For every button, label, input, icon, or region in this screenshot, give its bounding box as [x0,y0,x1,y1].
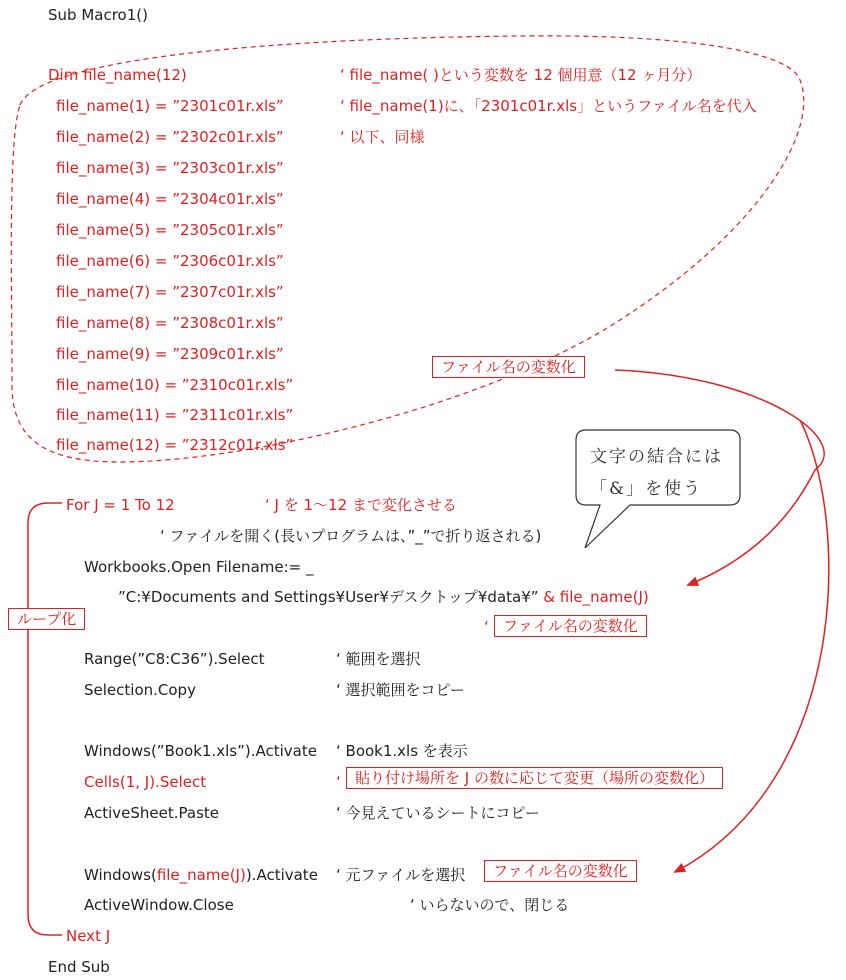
assign-line-1: file_name(1) = ”2301c01r.xls” [56,97,284,115]
assign-line-6: file_name(6) = ”2306c01r.xls” [56,252,284,270]
windows-annotation-box: ファイル名の変数化 [484,860,637,882]
assign-line-2: file_name(2) = ”2302c01r.xls” [56,128,284,146]
cells-mark: ‘ [336,773,341,791]
windows-file-line [84,866,318,884]
path-note-mark: ‘ [484,618,489,636]
path-line [118,588,649,606]
windows-file-comment: ‘ 元ファイルを選択 [336,866,466,884]
assign-line-7: file_name(7) = ”2307c01r.xls” [56,283,284,301]
next-line: Next J [66,927,111,945]
assign-line-12: file_name(12) = ”2312c01r.xls” [56,436,294,454]
assign-line-11: file_name(11) = ”2311c01r.xls” [56,406,294,424]
assign-line-4: file_name(4) = ”2304c01r.xls” [56,190,284,208]
windows-book1-comment: ‘ Book1.xls を表示 [336,742,468,760]
open-comment: ‘ ファイルを開く(長いプログラムは、”_”で折り返される) [160,527,542,545]
bubble-line-1: 文字の結合には [590,447,723,467]
loop-label-box: ループ化 [8,608,85,630]
paste-comment: ‘ 今見えているシートにコピー [336,804,540,822]
assign-comment-2: ‘ 以下、同様 [340,128,425,146]
close-comment: ‘ いらないので、閉じる [410,896,570,914]
path-annotation-box: ファイル名の変数化 [494,615,647,637]
sub-start-line: Sub Macro1() [48,6,148,24]
dim-line: Dim file_name(12) [48,66,187,84]
assign-line-10: file_name(10) = ”2310c01r.xls” [56,376,294,394]
cells-annotation-box: 貼り付け場所を J の数に応じて変更（場所の変数化） [346,767,723,789]
assign-line-5: file_name(5) = ”2305c01r.xls” [56,221,284,239]
assign-line-9: file_name(9) = ”2309c01r.xls” [56,345,284,363]
range-comment: ‘ 範囲を選択 [336,650,421,668]
windows-file-variable: file_name(J) [156,866,246,884]
sub-end-line: End Sub [48,958,110,976]
path-concat: & file_name(J) [538,588,649,606]
close-line: ActiveWindow.Close [84,896,234,914]
assign-line-8: file_name(8) = ”2308c01r.xls” [56,314,284,332]
for-line: For J = 1 To 12 [66,496,175,514]
paste-line: ActiveSheet.Paste [84,804,220,822]
dim-comment: ‘ file_name( )という変数を 12 個用意（12 ヶ月分） [340,66,702,84]
windows-prefix: Windows( [84,866,157,884]
assign-line-3: file_name(3) = ”2303c01r.xls” [56,159,284,177]
open-line: Workbooks.Open Filename:= _ [84,558,314,576]
assign-comment-1: ‘ file_name(1)に、「2301c01r.xls」というファイル名を代入 [340,97,757,115]
windows-book1-line: Windows(”Book1.xls”).Activate [84,742,317,760]
loop-bracket [28,503,62,935]
copy-line: Selection.Copy [84,681,196,699]
variable-annotation-box: ファイル名の変数化 [432,356,585,378]
copy-comment: ‘ 選択範囲をコピー [336,681,465,699]
for-comment: ‘ J を 1～12 まで変化させる [265,496,457,514]
windows-suffix: ).Activate [245,866,318,884]
path-string: ”C:¥Documents and Settings¥User¥デスクトップ¥data¥” [118,588,539,606]
range-line: Range(”C8:C36”).Select [84,650,265,668]
cells-line: Cells(1, J).Select [84,773,207,791]
bubble-line-2: 「&」を使う [590,479,703,499]
